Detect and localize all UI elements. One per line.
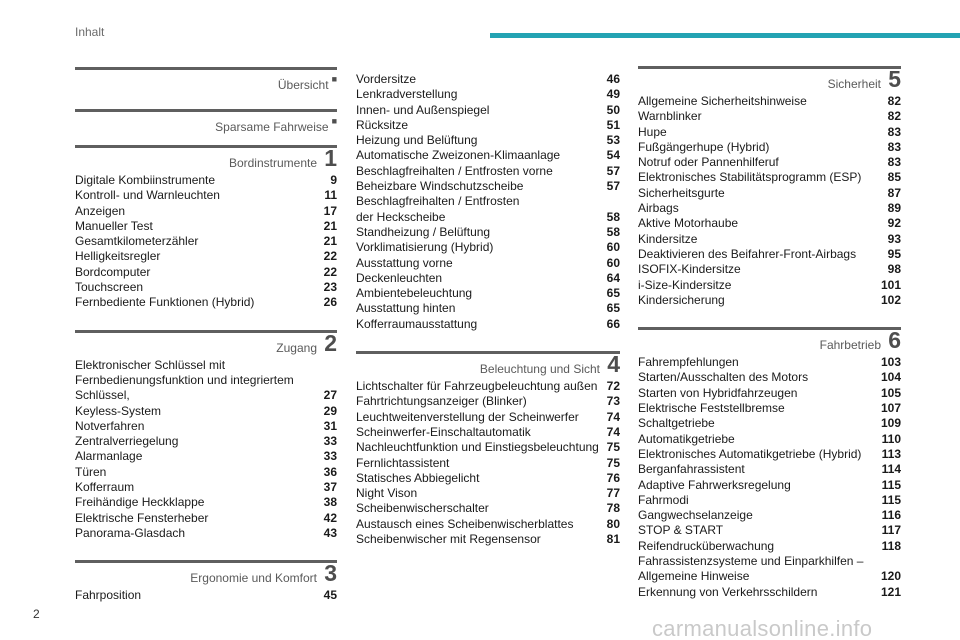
section-ergonomics-continued: [356, 72, 620, 332]
toc-entry[interactable]: [638, 293, 901, 308]
entry-page: 57: [606, 179, 620, 194]
entry-page: 103: [880, 355, 901, 370]
section-marker-icon: ■: [331, 74, 337, 84]
entry-title: Aktive Motorhaube: [638, 216, 739, 231]
entry-title: Scheibenwischerschalter: [356, 501, 489, 516]
section-header: [75, 145, 337, 173]
section-driving: [638, 327, 901, 600]
toc-entry[interactable]: [356, 148, 620, 163]
entry-page: 31: [323, 418, 337, 433]
toc-entry[interactable]: [356, 240, 620, 255]
toc-entry[interactable]: [638, 462, 901, 477]
entry-page: 87: [887, 185, 901, 200]
entry-page: 29: [323, 403, 337, 418]
entry-title: ISOFIX-Kindersitze: [638, 262, 741, 277]
toc-entry[interactable]: [75, 265, 337, 280]
entry-title: STOP & START: [638, 523, 724, 538]
entry-title: Beschlagfreihalten / Entfrosten der Heckscheibe: [356, 194, 520, 224]
toc-entry[interactable]: [75, 588, 337, 603]
toc-entry[interactable]: [75, 434, 337, 449]
entry-title: Kontroll- und Warnleuchten: [75, 188, 220, 203]
toc-entry[interactable]: [356, 317, 620, 332]
toc-entry[interactable]: [356, 271, 620, 286]
toc-entry[interactable]: [75, 358, 337, 404]
toc-entry[interactable]: [638, 508, 901, 523]
entry-title: Zentralverriegelung: [75, 434, 179, 449]
entry-title: Ausstattung hinten: [356, 301, 456, 316]
toc-entries: [75, 588, 337, 603]
entry-title: Sicherheitsgurte: [638, 185, 725, 200]
toc-entry[interactable]: [638, 370, 901, 385]
toc-entry[interactable]: [356, 379, 620, 394]
toc-entry[interactable]: [356, 301, 620, 316]
entry-title: Panorama-Glasdach: [75, 525, 186, 540]
section-number: 1: [324, 145, 337, 171]
toc-entry[interactable]: [356, 179, 620, 194]
section-lighting-visibility: [356, 351, 620, 547]
section-title: Sicherheit: [827, 77, 881, 91]
entry-title: Automatikgetriebe: [638, 431, 735, 446]
section-header: [356, 351, 620, 379]
entry-title: Beschlagfreihalten / Entfrosten vorne: [356, 163, 553, 178]
entry-title: Alarmanlage: [75, 449, 143, 464]
entry-title: Starten/Ausschalten des Motors: [638, 370, 809, 385]
entry-page: 51: [606, 117, 620, 132]
entry-title: Kindersitze: [638, 231, 698, 246]
entry-title: Scheinwerfer-Einschaltautomatik: [356, 424, 531, 439]
entry-page: 38: [323, 495, 337, 510]
entry-page: 78: [606, 501, 620, 516]
entry-page: 75: [606, 455, 620, 470]
toc-entry[interactable]: [75, 219, 337, 234]
toc-entry[interactable]: [75, 188, 337, 203]
entry-title: Kofferraum: [75, 480, 135, 495]
entry-title: Elektrische Fensterheber: [75, 510, 209, 525]
entry-page: 37: [323, 480, 337, 495]
entry-title: Gesamtkilometerzähler: [75, 234, 199, 249]
entry-title: Automatische Zweizonen-Klimaanlage: [356, 148, 561, 163]
toc-column-3: [638, 66, 901, 600]
entry-page: 22: [323, 249, 337, 264]
toc-entry[interactable]: [356, 133, 620, 148]
toc-entry[interactable]: [356, 394, 620, 409]
entry-page: 22: [323, 264, 337, 279]
section-overview: [75, 67, 337, 93]
entry-title: Elektrische Feststellbremse: [638, 401, 785, 416]
entry-title: Leuchtweitenverstellung der Scheinwerfer: [356, 409, 579, 424]
entry-page: 50: [606, 102, 620, 117]
entry-title: Fernlichtassistent: [356, 455, 450, 470]
entry-page: 80: [606, 516, 620, 531]
toc-entry[interactable]: [356, 486, 620, 501]
toc-entry[interactable]: [638, 94, 901, 109]
entry-page: 65: [606, 286, 620, 301]
entry-page: 43: [323, 525, 337, 540]
entry-title: Adaptive Fahrwerksregelung: [638, 477, 791, 492]
entry-title: Keyless-System: [75, 403, 162, 418]
entry-title: Innen- und Außenspiegel: [356, 102, 490, 117]
section-instruments: [75, 145, 337, 311]
toc-entries: [638, 94, 901, 308]
toc-entry[interactable]: [356, 194, 620, 225]
toc-entry[interactable]: [75, 526, 337, 541]
entry-title: Digitale Kombiinstrumente: [75, 173, 216, 187]
entry-page: 58: [606, 224, 620, 239]
toc-entry[interactable]: [356, 256, 620, 271]
entry-title: Nachleuchtfunktion und Einstiegsbeleuchtung: [356, 440, 599, 455]
entry-page: 83: [887, 124, 901, 139]
entry-page: 57: [606, 163, 620, 178]
toc-entry[interactable]: [356, 425, 620, 440]
entry-title: Fahrposition: [75, 588, 142, 603]
entry-title: Bordcomputer: [75, 264, 151, 279]
section-title: Bordinstrumente: [228, 156, 317, 170]
toc-entry[interactable]: [75, 480, 337, 495]
toc-entry[interactable]: [638, 401, 901, 416]
toc-entry[interactable]: [638, 554, 901, 585]
toc-entry[interactable]: [356, 532, 620, 547]
entry-page: 82: [887, 94, 901, 108]
entry-page: 9: [330, 173, 337, 187]
toc-entry[interactable]: [638, 170, 901, 185]
toc-entry[interactable]: [638, 355, 901, 370]
entry-title: Scheibenwischer mit Regensensor: [356, 532, 541, 547]
entry-page: 95: [887, 246, 901, 261]
section-header: [75, 109, 337, 135]
toc-entry[interactable]: [75, 419, 337, 434]
section-number: 3: [324, 560, 337, 587]
entry-title: Elektronischer Schlüssel mit Fernbedienungsfunktion und integriertem Schlüssel,: [75, 357, 294, 403]
section-title: Sparsame Fahrweise: [215, 120, 329, 134]
section-title: Ergonomie und Komfort: [190, 571, 317, 586]
entry-page: 101: [880, 277, 901, 292]
entry-page: 33: [323, 434, 337, 449]
entry-title: Notverfahren: [75, 418, 145, 433]
entry-title: Türen: [75, 464, 107, 479]
entry-title: Fahrtrichtungsanzeiger (Blinker): [356, 394, 527, 409]
entry-page: 23: [323, 280, 337, 295]
toc-column-2: [356, 72, 620, 547]
entry-title: Elektronisches Automatikgetriebe (Hybrid): [638, 446, 862, 461]
entry-page: 45: [323, 588, 337, 603]
entry-page: 49: [606, 87, 620, 102]
entry-title: Helligkeitsregler: [75, 249, 161, 264]
entry-title: Lichtschalter für Fahrzeugbeleuchtung außen: [356, 379, 598, 394]
entry-page: 82: [887, 109, 901, 124]
section-number: 4: [607, 351, 620, 378]
entry-page: 113: [881, 446, 901, 461]
entry-page: 26: [323, 295, 337, 310]
toc-entry[interactable]: [356, 440, 620, 455]
entry-page: 17: [323, 203, 337, 218]
page-number: 2: [33, 607, 40, 621]
toc-entry[interactable]: [356, 501, 620, 516]
entry-page: 53: [606, 133, 620, 148]
entry-title: Allgemeine Sicherheitshinweise: [638, 94, 807, 108]
toc-entries: [75, 173, 337, 311]
toc-entry[interactable]: [356, 118, 620, 133]
toc-entry[interactable]: [75, 404, 337, 419]
toc-entry[interactable]: [356, 286, 620, 301]
entry-page: 92: [887, 216, 901, 231]
entry-page: 64: [606, 270, 620, 285]
entry-page: 21: [323, 218, 337, 233]
entry-title: Manueller Test: [75, 218, 153, 233]
section-number: 6: [888, 327, 901, 354]
toc-entries: [356, 72, 620, 332]
entry-title: Notruf oder Pannenhilferuf: [638, 155, 779, 170]
section-header: [638, 66, 901, 94]
entry-page: 21: [323, 234, 337, 249]
toc-entry[interactable]: [638, 478, 901, 493]
entry-page: 107: [880, 401, 901, 416]
toc-entry[interactable]: [638, 278, 901, 293]
toc-entry[interactable]: [75, 280, 337, 295]
entry-title: Fahrassistenzsysteme und Einparkhilfen – Allgemeine Hinweise: [638, 554, 864, 584]
entry-page: 118: [881, 538, 901, 553]
toc-entry[interactable]: [75, 495, 337, 510]
entry-title: Statisches Abbiegelicht: [356, 470, 480, 485]
entry-title: Warnblinker: [638, 109, 702, 124]
entry-page: 76: [606, 470, 620, 485]
toc-entry[interactable]: [638, 186, 901, 201]
entry-title: Anzeigen: [75, 203, 126, 218]
entry-title: Rücksitze: [356, 117, 409, 132]
toc-entry[interactable]: [638, 523, 901, 538]
entry-page: 74: [606, 424, 620, 439]
entry-title: Starten von Hybridfahrzeugen: [638, 385, 798, 400]
toc-entry[interactable]: [356, 471, 620, 486]
toc-entry[interactable]: [638, 447, 901, 462]
entry-title: Freihändige Heckklappe: [75, 495, 205, 510]
entry-title: Ausstattung vorne: [356, 255, 453, 270]
toc-entry[interactable]: [75, 449, 337, 464]
toc-entries: [356, 379, 620, 547]
entry-page: 66: [606, 316, 620, 331]
entry-page: 27: [323, 388, 337, 403]
entry-title: Lenkradverstellung: [356, 87, 458, 102]
toc-entry[interactable]: [356, 87, 620, 102]
entry-page: 121: [880, 584, 901, 599]
toc-entry[interactable]: [75, 465, 337, 480]
toc-entry[interactable]: [356, 456, 620, 471]
toc-entry[interactable]: [638, 216, 901, 231]
entry-title: Heizung und Belüftung: [356, 133, 478, 148]
toc-entry[interactable]: [356, 225, 620, 240]
toc-entry[interactable]: [638, 432, 901, 447]
entry-title: Elektronisches Stabilitätsprogramm (ESP): [638, 170, 862, 185]
section-access: [75, 330, 337, 542]
section-header: [75, 67, 337, 93]
entry-page: 104: [880, 370, 901, 385]
entry-page: 110: [881, 431, 901, 446]
toc-entry[interactable]: [75, 173, 337, 188]
section-header: [638, 327, 901, 355]
toc-entry[interactable]: [75, 204, 337, 219]
section-header: [75, 330, 337, 358]
entry-title: Fahrempfehlungen: [638, 355, 739, 370]
entry-page: 73: [606, 394, 620, 409]
toc-entry[interactable]: [638, 232, 901, 247]
entry-page: 75: [606, 440, 620, 455]
toc-entry[interactable]: [356, 410, 620, 425]
entry-title: Deckenleuchten: [356, 270, 443, 285]
section-header: [75, 560, 337, 588]
entry-title: Kindersicherung: [638, 292, 725, 307]
entry-title: Ambientebeleuchtung: [356, 286, 473, 301]
toc-column-1: [75, 60, 337, 604]
entry-page: 54: [606, 148, 620, 163]
toc-entry[interactable]: [638, 262, 901, 277]
toc-entries: [75, 358, 337, 542]
entry-page: 117: [881, 523, 901, 538]
section-title: Beleuchtung und Sicht: [479, 362, 600, 377]
entry-page: 115: [881, 492, 901, 507]
entry-title: Vordersitze: [356, 72, 417, 86]
toc-entry[interactable]: [638, 416, 901, 431]
entry-title: Fernbediente Funktionen (Hybrid): [75, 295, 255, 310]
entry-page: 60: [606, 240, 620, 255]
entry-page: 74: [606, 409, 620, 424]
section-number: 2: [324, 329, 337, 356]
toc-entry[interactable]: [356, 103, 620, 118]
toc-entry[interactable]: [356, 72, 620, 87]
section-number: 5: [888, 66, 901, 92]
entry-title: Night Vison: [356, 486, 418, 501]
entry-title: Gangwechselanzeige: [638, 508, 753, 523]
entry-page: 33: [323, 449, 337, 464]
toc-entry[interactable]: [356, 517, 620, 532]
entry-page: 98: [887, 262, 901, 277]
entry-page: 65: [606, 301, 620, 316]
entry-page: 83: [887, 139, 901, 154]
toc-entry[interactable]: [638, 539, 901, 554]
entry-title: Standheizung / Belüftung: [356, 224, 491, 239]
entry-page: 116: [881, 508, 901, 523]
toc-entry[interactable]: [75, 511, 337, 526]
entry-page: 83: [887, 155, 901, 170]
watermark: carmanualsonline.info: [652, 616, 873, 640]
entry-page: 102: [880, 292, 901, 307]
entry-page: 105: [880, 385, 901, 400]
toc-entry[interactable]: [638, 155, 901, 170]
entry-page: 11: [324, 188, 337, 203]
header-section-label: Inhalt: [75, 25, 105, 39]
toc-entry[interactable]: [638, 109, 901, 124]
entry-page: 89: [887, 201, 901, 216]
toc-entry[interactable]: [356, 164, 620, 179]
entry-page: 115: [881, 477, 901, 492]
entry-title: Vorklimatisierung (Hybrid): [356, 240, 494, 255]
entry-title: Fußgängerhupe (Hybrid): [638, 139, 770, 154]
entry-title: Austausch eines Scheibenwischerblattes: [356, 516, 574, 531]
entry-page: 77: [606, 486, 620, 501]
entry-title: Touchscreen: [75, 280, 144, 295]
toc-entry[interactable]: [638, 247, 901, 262]
toc-entry[interactable]: [638, 585, 901, 600]
toc-entry[interactable]: [75, 295, 337, 310]
entry-page: 72: [606, 379, 620, 394]
entry-title: Schaltgetriebe: [638, 416, 715, 431]
toc-entry[interactable]: [638, 140, 901, 155]
entry-title: i-Size-Kindersitze: [638, 277, 732, 292]
entry-page: 109: [880, 416, 901, 431]
entry-title: Deaktivieren des Beifahrer-Front-Airbags: [638, 246, 857, 261]
entry-page: 93: [887, 231, 901, 246]
entry-title: Berganfahrassistent: [638, 462, 745, 477]
section-title: Fahrbetrieb: [819, 338, 881, 353]
entry-page: 120: [880, 569, 901, 584]
toc-entry[interactable]: [638, 386, 901, 401]
entry-page: 114: [881, 462, 901, 477]
toc-entries: [638, 355, 901, 600]
entry-page: 60: [606, 255, 620, 270]
section-economical-driving: [75, 109, 337, 135]
entry-page: 46: [606, 72, 620, 86]
entry-page: 36: [323, 464, 337, 479]
section-safety: [638, 66, 901, 308]
toc-entry[interactable]: [638, 201, 901, 216]
toc-entry[interactable]: [75, 249, 337, 264]
toc-entry[interactable]: [638, 493, 901, 508]
entry-page: 81: [606, 532, 620, 547]
toc-entry[interactable]: [638, 125, 901, 140]
section-marker-icon: ■: [331, 116, 337, 126]
entry-title: Erkennung von Verkehrsschildern: [638, 584, 818, 599]
entry-title: Kofferraumausstattung: [356, 316, 478, 331]
entry-title: Reifendrucküberwachung: [638, 538, 775, 553]
entry-title: Beheizbare Windschutzscheibe: [356, 179, 524, 194]
entry-page: 42: [323, 510, 337, 525]
section-ergonomics: [75, 560, 337, 603]
entry-title: Fahrmodi: [638, 492, 689, 507]
entry-page: 85: [887, 170, 901, 185]
toc-entry[interactable]: [75, 234, 337, 249]
entry-title: Hupe: [638, 124, 667, 139]
header-accent-bar: [490, 33, 960, 38]
entry-page: 58: [606, 209, 620, 224]
entry-title: Airbags: [638, 201, 679, 216]
section-title: Übersicht: [277, 78, 329, 92]
section-title: Zugang: [276, 340, 317, 355]
